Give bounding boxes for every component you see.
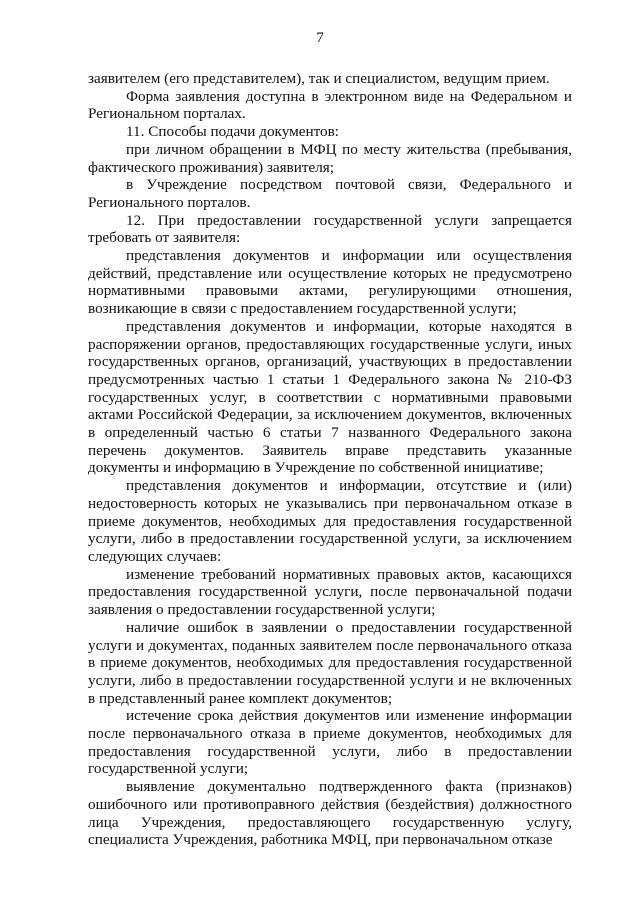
document-body [88,70,572,849]
paragraph: наличие ошибок в заявлении о предоставлении государственной услуги и документах, поданных заявителем после первоначального отказа в приеме документов, необходимых для предоставления государственной услуги, либо в предоставлении государственной услуги и не включенных в представленный ранее комплект документов; [88,618,572,707]
paragraph: в Учреждение посредством почтовой связи, Федерального и Регионального порталов. [88,176,572,211]
paragraph: при личном обращении в МФЦ по месту жительства (пребывания, фактического проживания) заявителя; [88,140,572,176]
paragraph: истечение срока действия документов или изменение информации после первоначального отказа в приеме документов, необходимых для предоставления государственной услуги, либо в предоставлении государственной услуги; [88,707,572,778]
paragraph: представления документов и информации, которые находятся в распоряжении органов, предоставляющих государственные услуги, иных государственных органов, организаций, участвующих в предоставлении предусмотренных частью 1 статьи 1 Федерального закона № 210-ФЗ государственных услуг, в соответствии с нормативными правовыми актами Российской Федерации, за исключением документов, включенных в определенный частью 6 статьи 7 названного Федерального закона перечень документов. Заявитель вправе представить указанные документы и информацию в Учреждение по собственной инициативе; [88,317,572,477]
page-number: 7 [316,30,324,46]
paragraph: представления документов и информации или осуществления действий, представление или осуществление которых не предусмотрено нормативными правовыми актами, регулирующими отношения, возникающие в связи с предоставлением государственной услуги; [88,247,572,318]
paragraph: выявление документально подтвержденного факта (признаков) ошибочного или противоправного действия (бездействия) должностного лица Учреждения, предоставляющего государственную услугу, специалиста Учреждения, работника МФЦ, при первоначальном отказе [88,778,572,849]
paragraph: изменение требований нормативных правовых актов, касающихся предоставления государственной услуги, после первоначальной подачи заявления о предоставлении государственной услуги; [88,565,572,619]
paragraph: Форма заявления доступна в электронном виде на Федеральном и Региональном порталах. [88,87,572,123]
section-11-heading: 11. Способы подачи документов: [126,123,339,141]
paragraph: заявителем (его представителем), так и специалистом, ведущим прием. [88,70,550,87]
paragraph: представления документов и информации, отсутствие и (или) недостоверность которых не указывались при первоначальном отказе в приеме документов, необходимых для предоставления государственной услуги, либо в предоставлении государственной услуги, за исключением следующих случаев: [88,477,572,565]
section-12-heading: 12. При предоставлении государственной услуги запрещается требовать от заявителя: [88,211,572,247]
